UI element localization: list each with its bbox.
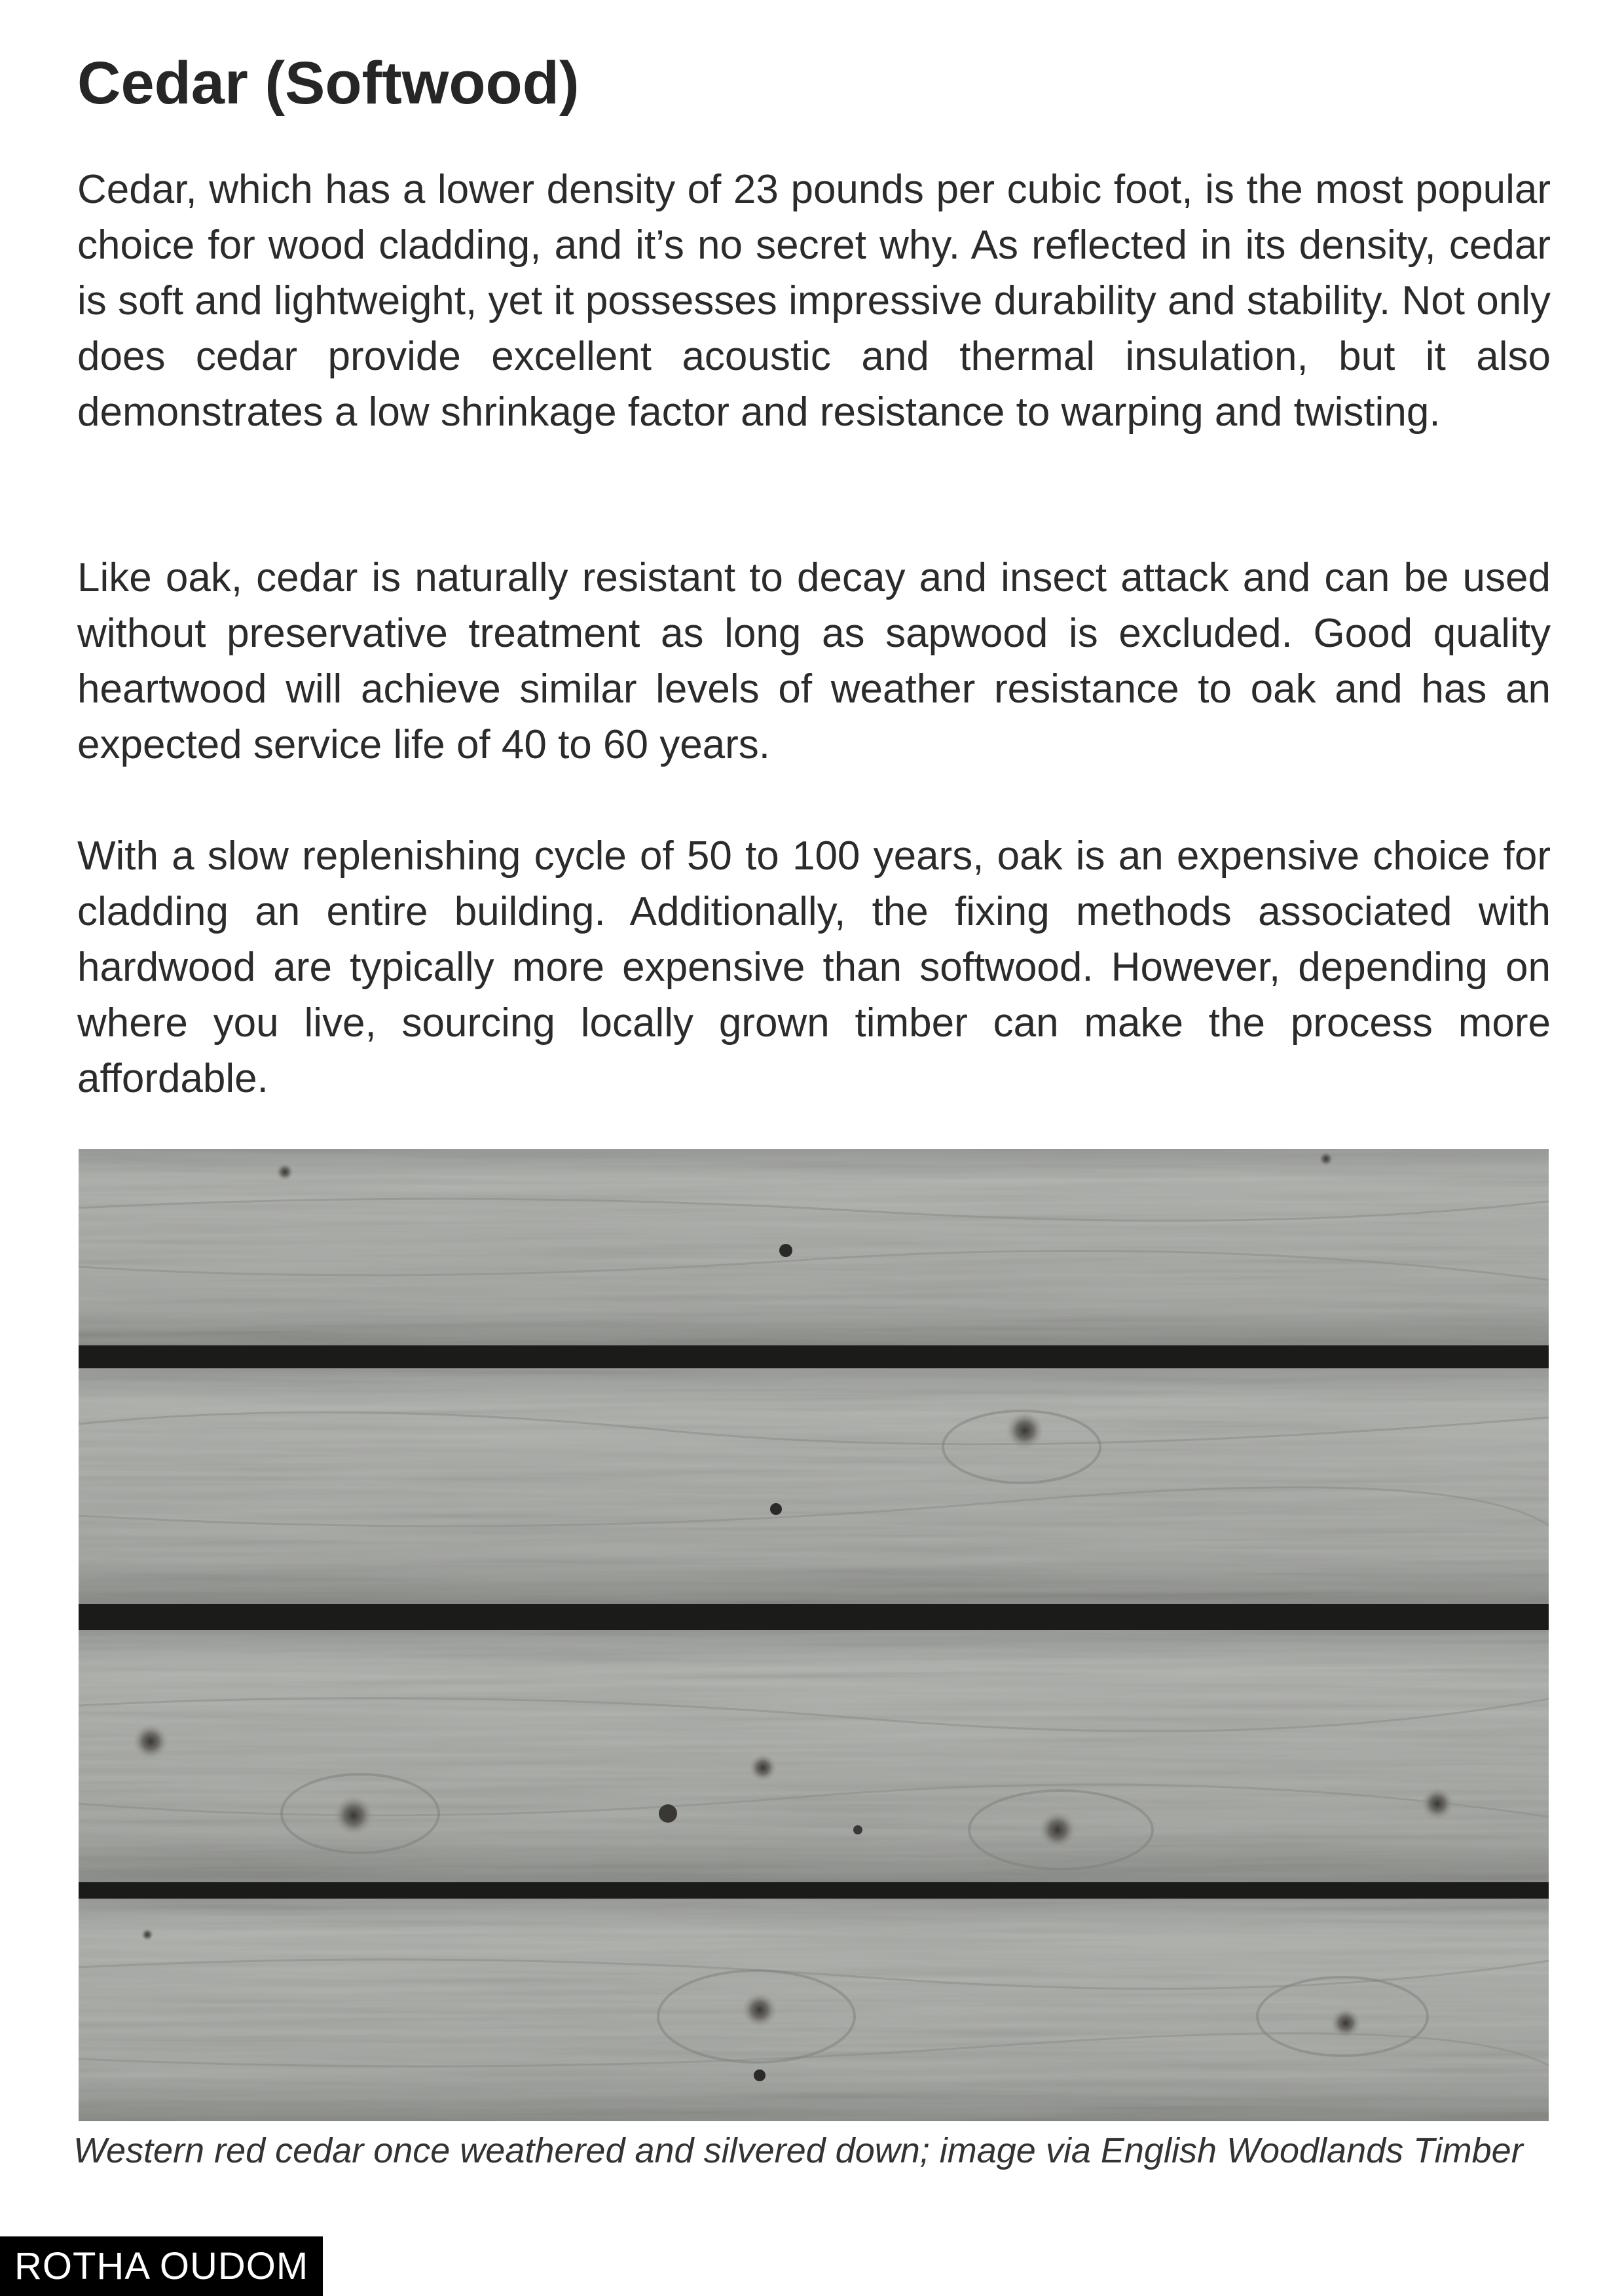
board-3	[79, 1630, 1549, 1882]
board-2	[79, 1368, 1549, 1604]
image-caption: Western red cedar once weathered and silvered down; image via English Woodlands Timber	[73, 2131, 1523, 2170]
page-title: Cedar (Softwood)	[77, 50, 580, 117]
author-badge: ROTHA OUDOM	[0, 2236, 323, 2296]
paragraph-decay-resistance: Like oak, cedar is naturally resistant to decay and insect attack and can be used without preservative treatment as long as sapwood is excluded. Good quality heartwood will achieve similar levels of weather resistance to oak and has an expected service life of 40 to 60 years.	[77, 555, 1551, 767]
paragraph-cost: With a slow replenishing cycle of 50 to 100 years, oak is an expensive choice for cladding an entire building. Additionally, the fixing methods associated with hardwood are typically more expensive than softwood. However, depending on where you live, sourcing locally grown timber can make the process more affordable.	[77, 833, 1551, 1101]
cedar-cladding-photo	[79, 1149, 1549, 2121]
paragraph-density: Cedar, which has a lower density of 23 pounds per cubic foot, is the most popular choice for wood cladding, and it’s no secret why. As reflected in its density, cedar is soft and lightweight, yet it possesses impressive durability and stability. Not only does cedar provide excellent acoustic and thermal insulation, but it also demonstrates a low shrinkage factor and resistance to warping and twisting.	[77, 167, 1551, 435]
board-4	[79, 1899, 1549, 2121]
board-1	[79, 1149, 1549, 1345]
